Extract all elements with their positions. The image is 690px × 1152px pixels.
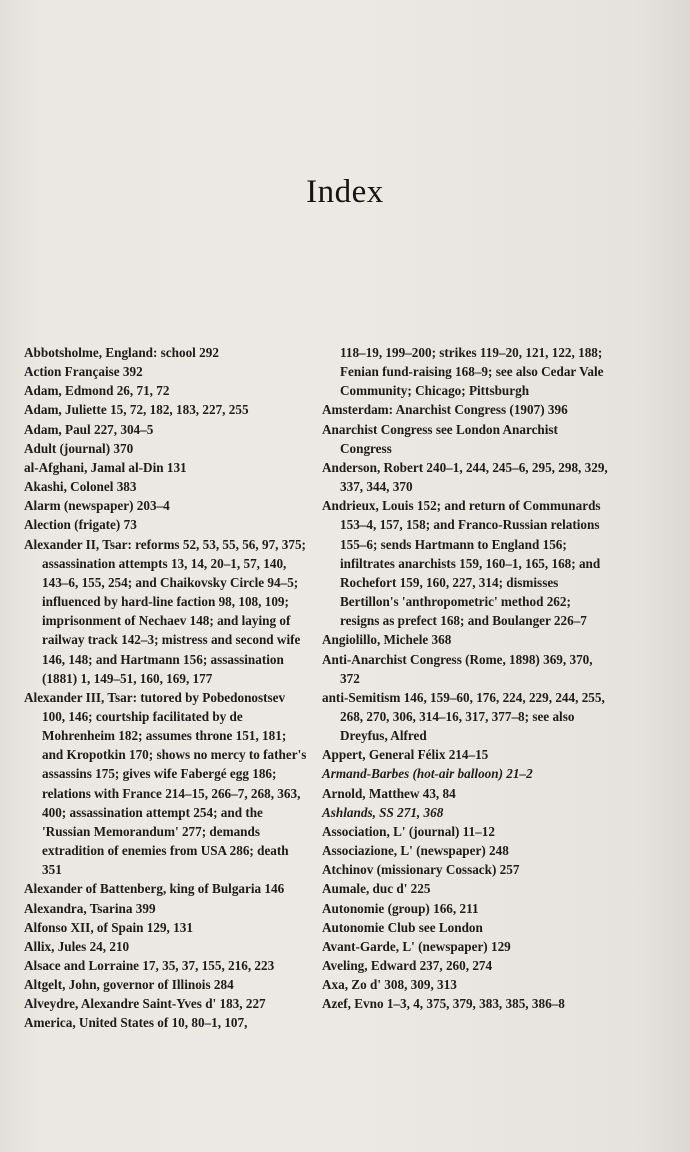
- index-entry: Autonomie Club see London: [322, 919, 483, 935]
- index-entry: Adult (journal) 370: [24, 440, 134, 456]
- index-entry: Ashlands, SS 271, 368: [322, 804, 444, 820]
- index-entry: Anti-Anarchist Congress (Rome, 1898) 369, 370, 372: [322, 651, 593, 686]
- index-entry: anti-Semitism 146, 159–60, 176, 224, 229, 244, 255, 268, 270, 306, 314–16, 317, 377–8; see also Dreyfus, Alfred: [322, 689, 605, 744]
- index-entry: Anderson, Robert 240–1, 244, 245–6, 295, 298, 329, 337, 344, 370: [322, 459, 608, 495]
- index-entry: Azef, Evno 1–3, 4, 375, 379, 383, 385, 386–8: [322, 996, 565, 1012]
- index-entry: Alexander II, Tsar: reforms 52, 53, 55, 56, 97, 375; assassination attempts 13, 14, 20–1, 57, 140, 143–6, 155, 254; and Chaikovsky Circle 94–5; influenced by hard-line faction 98, 108, 109; imprisonment of Nechaev 148; and laying of railway track 142–3; mistress and second wife 146, 148; and Hartmann 156; assassination (1881) 1, 149–51, 160, 169, 177: [24, 536, 306, 686]
- index-entry: Alveydre, Alexandre Saint-Yves d' 183, 227: [24, 996, 266, 1012]
- index-entry: Arnold, Matthew 43, 84: [322, 785, 456, 801]
- index-entry: Andrieux, Louis 152; and return of Communards 153–4, 157, 158; and Franco-Russian relations 155–6; sends Hartmann to England 156; infiltrates anarchists 159, 160–1, 165, 168; and Rochefort 159, 160, 227, 314; dismisses Bertillon's 'anthropometric' method 262; resigns as prefect 168; and Boulanger 226–7: [322, 498, 601, 629]
- index-entry: Axa, Zo d' 308, 309, 313: [322, 977, 457, 993]
- index-column-right: [322, 343, 612, 1013]
- index-entry: Armand-Barbes (hot-air balloon) 21–2: [322, 766, 533, 782]
- page-title: Index: [306, 174, 384, 211]
- index-entry: Adam, Paul 227, 304–5: [24, 421, 154, 437]
- index-entry: Allix, Jules 24, 210: [24, 938, 130, 954]
- index-entry: Association, L' (journal) 11–12: [322, 823, 495, 839]
- index-entry: Associazione, L' (newspaper) 248: [322, 843, 509, 859]
- index-entry: Atchinov (missionary Cossack) 257: [322, 862, 520, 878]
- index-entry: Alection (frigate) 73: [24, 517, 137, 533]
- index-entry: Anarchist Congress see London Anarchist Congress: [322, 421, 558, 456]
- index-entry: Alarm (newspaper) 203–4: [24, 498, 170, 514]
- index-entry: Alsace and Lorraine 17, 35, 37, 155, 216, 223: [24, 958, 275, 973]
- index-entry: Adam, Juliette 15, 72, 182, 183, 227, 255: [24, 402, 249, 418]
- index-entry: Alexander of Battenberg, king of Bulgaria 146: [24, 881, 285, 897]
- index-entry: Appert, General Félix 214–15: [322, 747, 489, 763]
- index-column-left: [24, 343, 309, 1033]
- index-entry: Autonomie (group) 166, 211: [322, 900, 479, 916]
- index-entry: Adam, Edmond 26, 71, 72: [24, 383, 170, 399]
- index-entry: America, United States of 10, 80–1, 107,: [24, 1015, 248, 1031]
- index-entry: Akashi, Colonel 383: [24, 479, 137, 495]
- index-entry: Aveling, Edward 237, 260, 274: [322, 958, 493, 973]
- index-entry: Altgelt, John, governor of Illinois 284: [24, 977, 234, 993]
- index-entry: Alfonso XII, of Spain 129, 131: [24, 919, 193, 935]
- index-entry: Alexandra, Tsarina 399: [24, 900, 156, 916]
- index-entry: Angiolillo, Michele 368: [322, 632, 452, 648]
- index-entry-continuation: 118–19, 199–200; strikes 119–20, 121, 122, 188; Fenian fund-raising 168–9; see also Cedar Vale Community; Chicago; Pittsburgh: [340, 345, 604, 399]
- index-entry: Aumale, duc d' 225: [322, 881, 431, 897]
- index-entry: Avant-Garde, L' (newspaper) 129: [322, 938, 511, 954]
- index-entry: Amsterdam: Anarchist Congress (1907) 396: [322, 402, 568, 418]
- index-entry: Abbotsholme, England: school 292: [24, 345, 219, 360]
- index-entry: Action Française 392: [24, 364, 143, 380]
- index-entry: Alexander III, Tsar: tutored by Pobedonostsev 100, 146; courtship facilitated by de Mohrenheim 182; assumes throne 151, 181; and Kropotkin 170; shows no mercy to father's assassins 175; gives wife Fabergé egg 186; relations with France 214–15, 266–7, 268, 363, 400; assassination attempt 254; and the 'Russian Memorandum' 277; demands extradition of enemies from USA 286; death 351: [24, 689, 307, 878]
- index-entry: al-Afghani, Jamal al-Din 131: [24, 459, 187, 475]
